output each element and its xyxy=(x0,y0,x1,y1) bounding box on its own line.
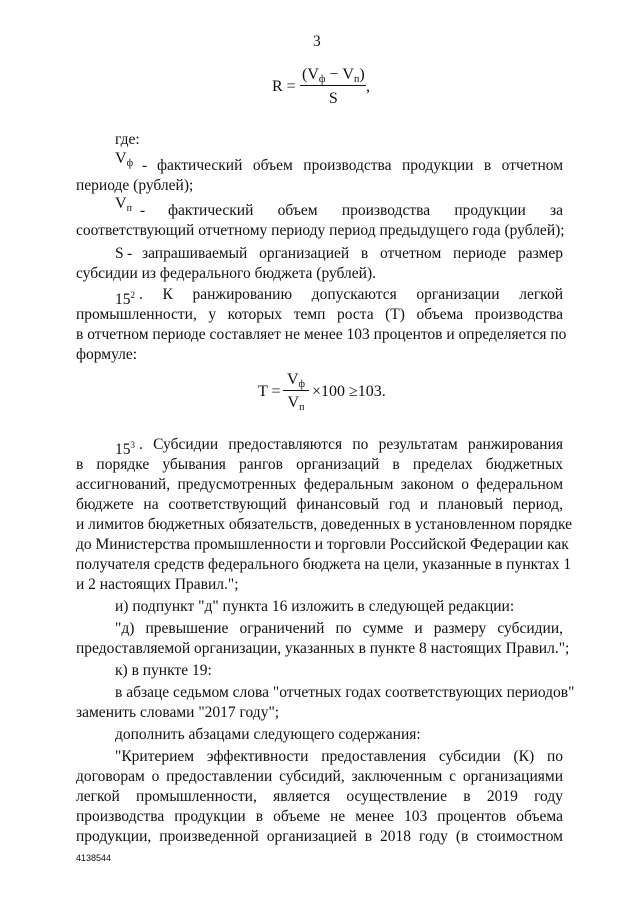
def-text: фактический объем производства продукции за xyxy=(168,202,563,219)
item-line: производства продукции в объеме не менее 103 процентов объема xyxy=(76,808,563,825)
paragraph-number: $15^2$ xyxy=(115,290,135,308)
def-continuation: субсидии из федерального бюджета (рублей). xyxy=(76,265,376,282)
def-symbol: $V_п$ xyxy=(115,195,132,214)
def-continuation: периоде (рублей); xyxy=(76,177,194,194)
def-dash: - xyxy=(140,202,146,219)
item-line: к) в пункте 19: xyxy=(115,662,212,679)
paragraph-line: ассигнований, предусмотренных федеральным законом о федеральном xyxy=(76,476,563,493)
item-line: продукции, произведенной организацией в 2018 году (в стоимостном xyxy=(76,828,563,845)
def-text: фактический объем производства продукции в отчетном xyxy=(157,157,563,174)
where-label: где: xyxy=(115,131,140,148)
formula-t-fraction-bar xyxy=(283,390,309,391)
formula-t-denominator: $V_п$ xyxy=(287,394,305,413)
item-line: в абзаце седьмом слова "отчетных годах соответствующих периодов" xyxy=(115,684,575,701)
formula-r-fraction xyxy=(298,66,369,108)
paragraph-line: получателя средств федерального бюджета на цели, указанные в пунктах 1 xyxy=(76,556,572,573)
formula-r-denominator: S xyxy=(328,90,338,107)
item-line: легкой промышленности, является осуществление в 2019 году xyxy=(76,788,563,805)
paragraph-line: до Министерства промышленности и торговли Российской Федерации как xyxy=(76,536,569,553)
def-dash: - xyxy=(127,245,133,262)
formula-r-fraction-bar xyxy=(300,85,366,86)
paragraph-number: $15^3$ xyxy=(115,440,135,458)
item-line: "Критерием эффективности предоставления субсидии (К) по xyxy=(115,748,563,765)
def-symbol: $V_ф$ xyxy=(115,150,134,169)
paragraph-line: и 2 настоящих Правил."; xyxy=(76,576,239,593)
paragraph-line: в отчетном периоде составляет не менее 103 процентов и определяется по xyxy=(76,326,567,343)
formula-t-rhs: ×100 ≥103. xyxy=(312,383,386,400)
formula-r-lhs: R = xyxy=(272,78,296,95)
formula-r-trailing: , xyxy=(366,78,370,95)
paragraph-line: формуле: xyxy=(76,346,138,363)
paragraph-line: бюджете на соответствующий финансовый год и плановый период, xyxy=(76,496,563,513)
def-symbol: S xyxy=(115,245,124,262)
footer-document-code: 4138544 xyxy=(76,853,112,863)
formula-t-fraction xyxy=(283,371,309,413)
paragraph-line: промышленности, у которых темп роста (Т) объема производства xyxy=(76,306,563,323)
page-number: 3 xyxy=(313,33,321,50)
paragraph-line: . К ранжированию допускаются организации легкой xyxy=(139,286,563,303)
item-line: предоставляемой организации, указанных в пункте 8 настоящих Правил."; xyxy=(76,640,570,657)
item-line: и) подпункт "д" пункта 16 изложить в следующей редакции: xyxy=(115,598,515,615)
item-line: "д) превышение ограничений по сумме и размеру субсидии, xyxy=(115,620,563,637)
paragraph-line: . Субсидии предоставляются по результатам ранжирования xyxy=(139,436,563,453)
formula-t-numerator: $V_ф$ xyxy=(286,371,306,390)
def-text: запрашиваемый организацией в отчетном периоде размер xyxy=(142,245,563,262)
item-line: договорам о предоставлении субсидий, заключенным с организациями xyxy=(76,768,563,785)
item-line: дополнить абзацами следующего содержания: xyxy=(115,726,421,743)
def-continuation: соответствующий отчетному периоду период предыдущего года (рублей); xyxy=(76,222,565,239)
item-line: заменить словами "2017 году"; xyxy=(76,704,280,721)
paragraph-line: в порядке убывания рангов организаций в пределах бюджетных xyxy=(76,456,563,473)
def-dash: - xyxy=(142,157,148,174)
formula-t-lhs: T = xyxy=(258,383,281,400)
formula-r-numerator: $(V_ф - V_п)$ xyxy=(302,66,365,85)
paragraph-line: и лимитов бюджетных обязательств, доведенных в установленном порядке xyxy=(76,516,572,533)
